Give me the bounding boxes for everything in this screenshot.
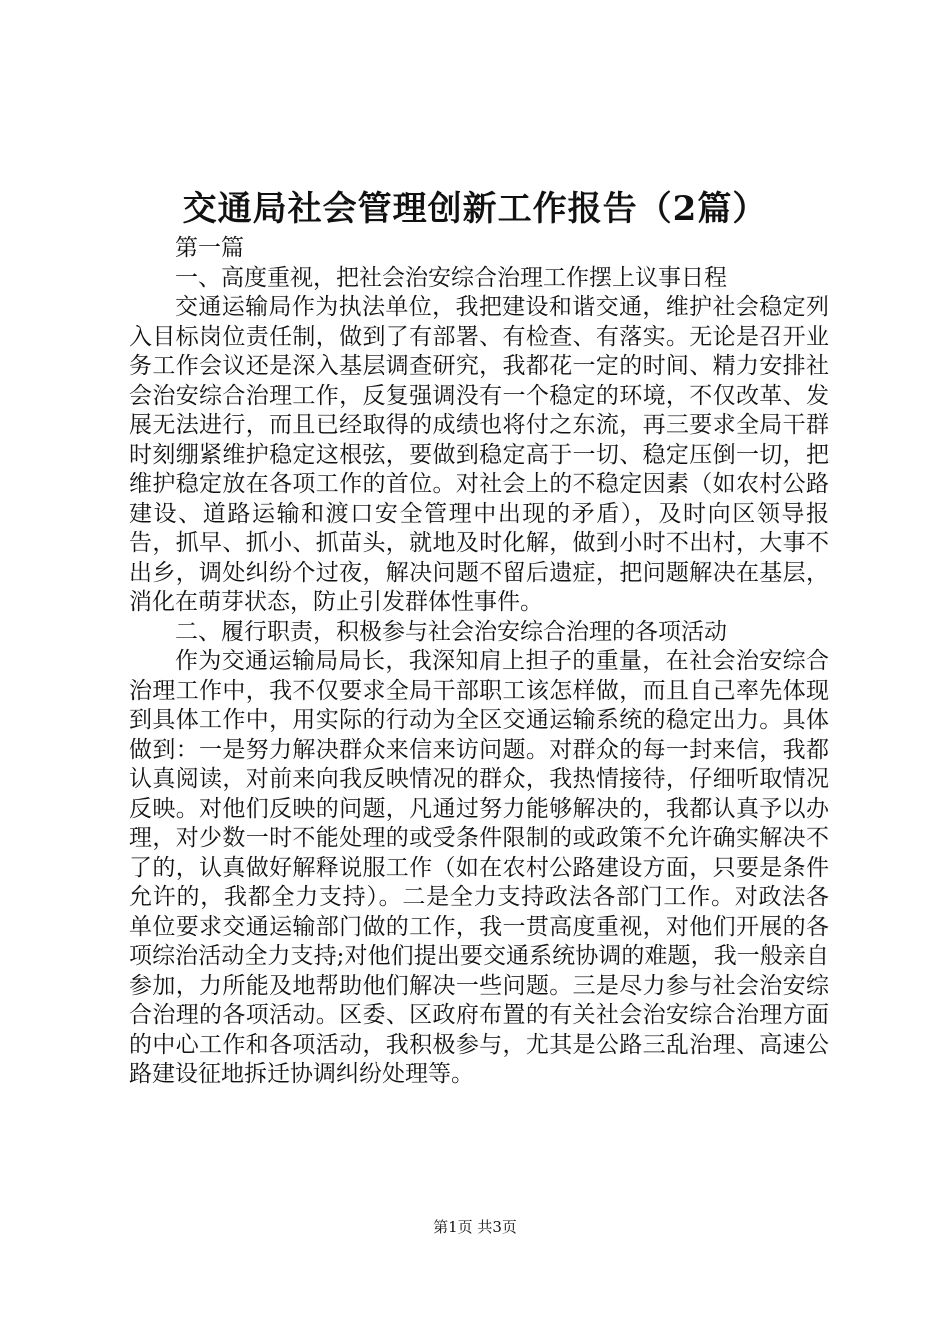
section-heading-2: 二、履行职责，积极参与社会治安综合治理的各项活动 <box>175 618 727 645</box>
document-title: 交通局社会管理创新工作报告（2篇） <box>182 189 768 229</box>
section-heading-1: 一、高度重视，把社会治安综合治理工作摆上议事日程 <box>175 264 727 291</box>
body-paragraph-2: 作为交通运输局局长，我深知肩上担子的重量，在社会治安综合治理工作中，我不仅要求全局干部职工该怎样做，而且自己率先体现到具体工作中，用实际的行动为全区交通运输系统的稳定出力。具体做到：一是努力解决群众来信来访问题。对群众的每一封来信，我都认真阅读，对前来向我反映情况的群众，我热情接待，仔细听取情况反映。对他们反映的问题，凡通过努力能够解决的，我都认真予以办理，对少数一时不能处理的或受条件限制的或政策不允许确实解决不了的，认真做好解释说服工作（如在农村公路建设方面，只要是条件允许的，我都全力支持）。二是全力支持政法各部门工作。对政法各单位要求交通运输部门做的工作，我一贯高度重视，对他们开展的各项综治活动全力支持;对他们提出要交通系统协调的难题，我一般亲自参加，力所能及地帮助他们解决一些问题。三是尽力参与社会治安综合治理的各项活动。区委、区政府布置的有关社会治安综合治理方面的中心工作和各项活动，我积极参与，尤其是公路三乱治理、高速公路建设征地拆迁协调纠纷处理等。 <box>129 648 829 1087</box>
section-label: 第一篇 <box>175 235 244 261</box>
body-paragraph-1: 交通运输局作为执法单位，我把建设和谐交通，维护社会稳定列入目标岗位责任制，做到了有部署、有检查、有落实。无论是召开业务工作会议还是深入基层调查研究，我都花一定的时间、精力安排社会治安综合治理工作，反复强调没有一个稳定的环境，不仅改革、发展无法进行，而且已经取得的成绩也将付之东流，再三要求全局干群时刻绷紧维护稳定这根弦，要做到稳定高于一切、稳定压倒一切，把维护稳定放在各项工作的首位。对社会上的不稳定因素（如农村公路建设、道路运输和渡口安全管理中出现的矛盾），及时向区领导报告，抓早、抓小、抓苗头，就地及时化解，做到小时不出村，大事不出乡，调处纠纷个过夜，解决问题不留后遗症，把问题解决在基层，消化在萌芽状态，防止引发群体性事件。 <box>129 294 829 615</box>
document-body <box>129 234 829 1090</box>
page-footer: 第1页 共3页 <box>433 1218 517 1236</box>
